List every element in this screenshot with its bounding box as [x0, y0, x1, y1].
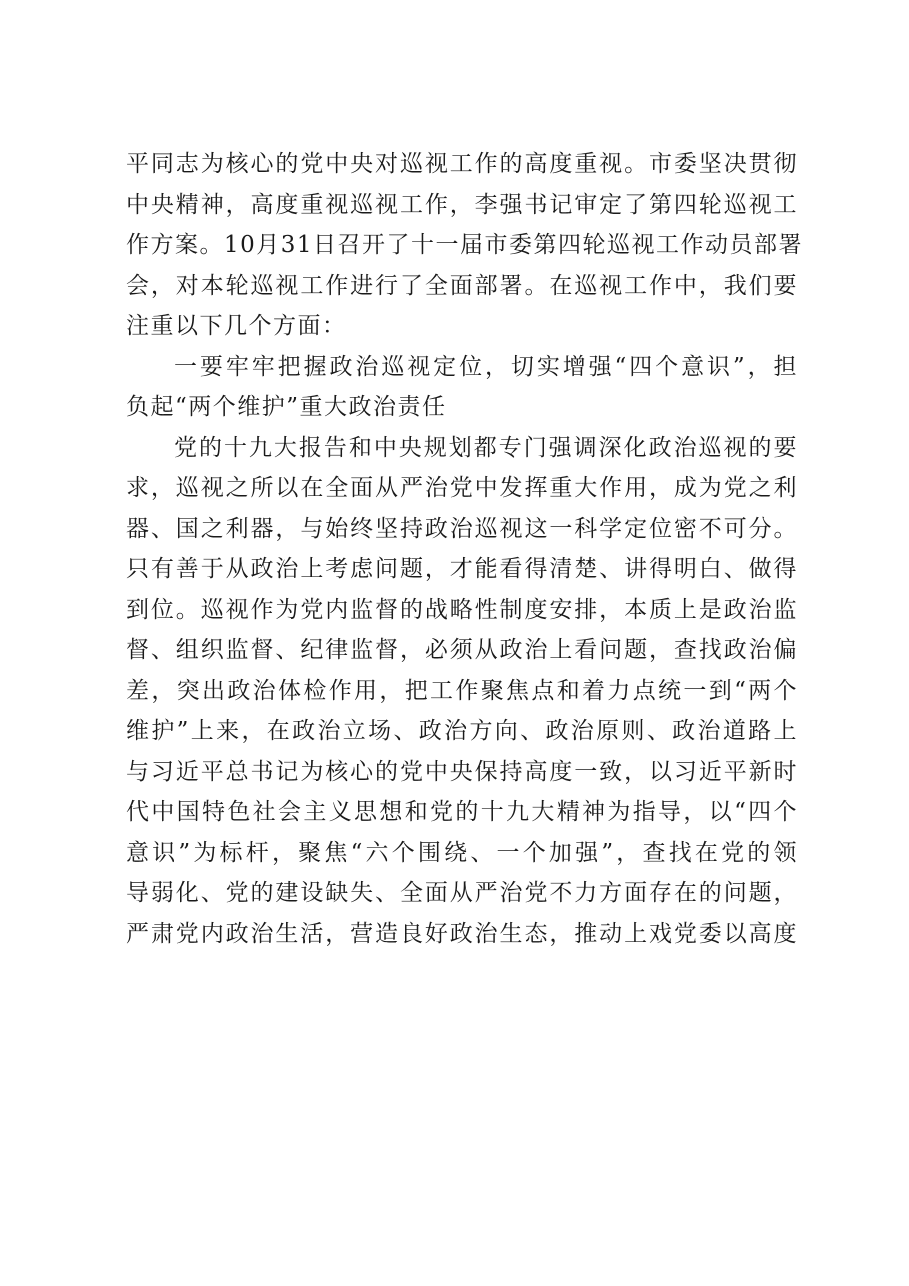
text-line: 中央精神，高度重视巡视工作，李强书记审定了第四轮巡视工	[126, 191, 798, 218]
text-line: 作方案。10月31日召开了十一届市委第四轮巡视工作动员部署	[126, 232, 804, 258]
text-line: 注重以下几个方面：	[126, 313, 347, 339]
text-line: 求，巡视之所以在全面从严治党中发挥重大作用，成为党之利	[126, 475, 798, 501]
text-line: 督、组织监督、纪律监督，必须从政治上看问题，查找政治偏	[126, 637, 798, 663]
document-body	[126, 144, 804, 954]
text-line: 与习近平总书记为核心的党中央保持高度一致，以习近平新时	[126, 758, 798, 785]
text-line: 党的十九大报告和中央规划都专门强调深化政治巡视的要	[174, 434, 798, 461]
text-line: 差，突出政治体检作用，把工作聚焦点和着力点统一到“两个	[126, 677, 798, 704]
text-line: 维护”上来，在政治立场、政治方向、政治原则、政治道路上	[126, 718, 798, 744]
text-line: 器、国之利器，与始终坚持政治巡视这一科学定位密不可分。	[126, 515, 798, 542]
text-line: 平同志为核心的党中央对巡视工作的高度重视。市委坚决贯彻	[126, 151, 798, 177]
text-line: 到位。巡视作为党内监督的战略性制度安排，本质上是政治监	[126, 596, 798, 623]
text-line: 严肃党内政治生活，营造良好政治生态，推动上戏党委以高度	[126, 920, 798, 947]
text-line: 会，对本轮巡视工作进行了全面部署。在巡视工作中，我们要	[126, 272, 798, 299]
text-line: 导弱化、党的建设缺失、全面从严治党不力方面存在的问题，	[126, 880, 798, 906]
text-line: 意识”为标杆，聚焦“六个围绕、一个加强”，查找在党的领	[126, 839, 798, 866]
text-line: 代中国特色社会主义思想和党的十九大精神为指导，以“四个	[126, 799, 798, 825]
text-line: 只有善于从政治上考虑问题，才能看得清楚、讲得明白、做得	[126, 556, 798, 582]
text-line: 负起“两个维护”重大政治责任	[126, 394, 447, 420]
text-line: 一要牢牢把握政治巡视定位，切实增强“四个意识”，担	[174, 353, 798, 380]
